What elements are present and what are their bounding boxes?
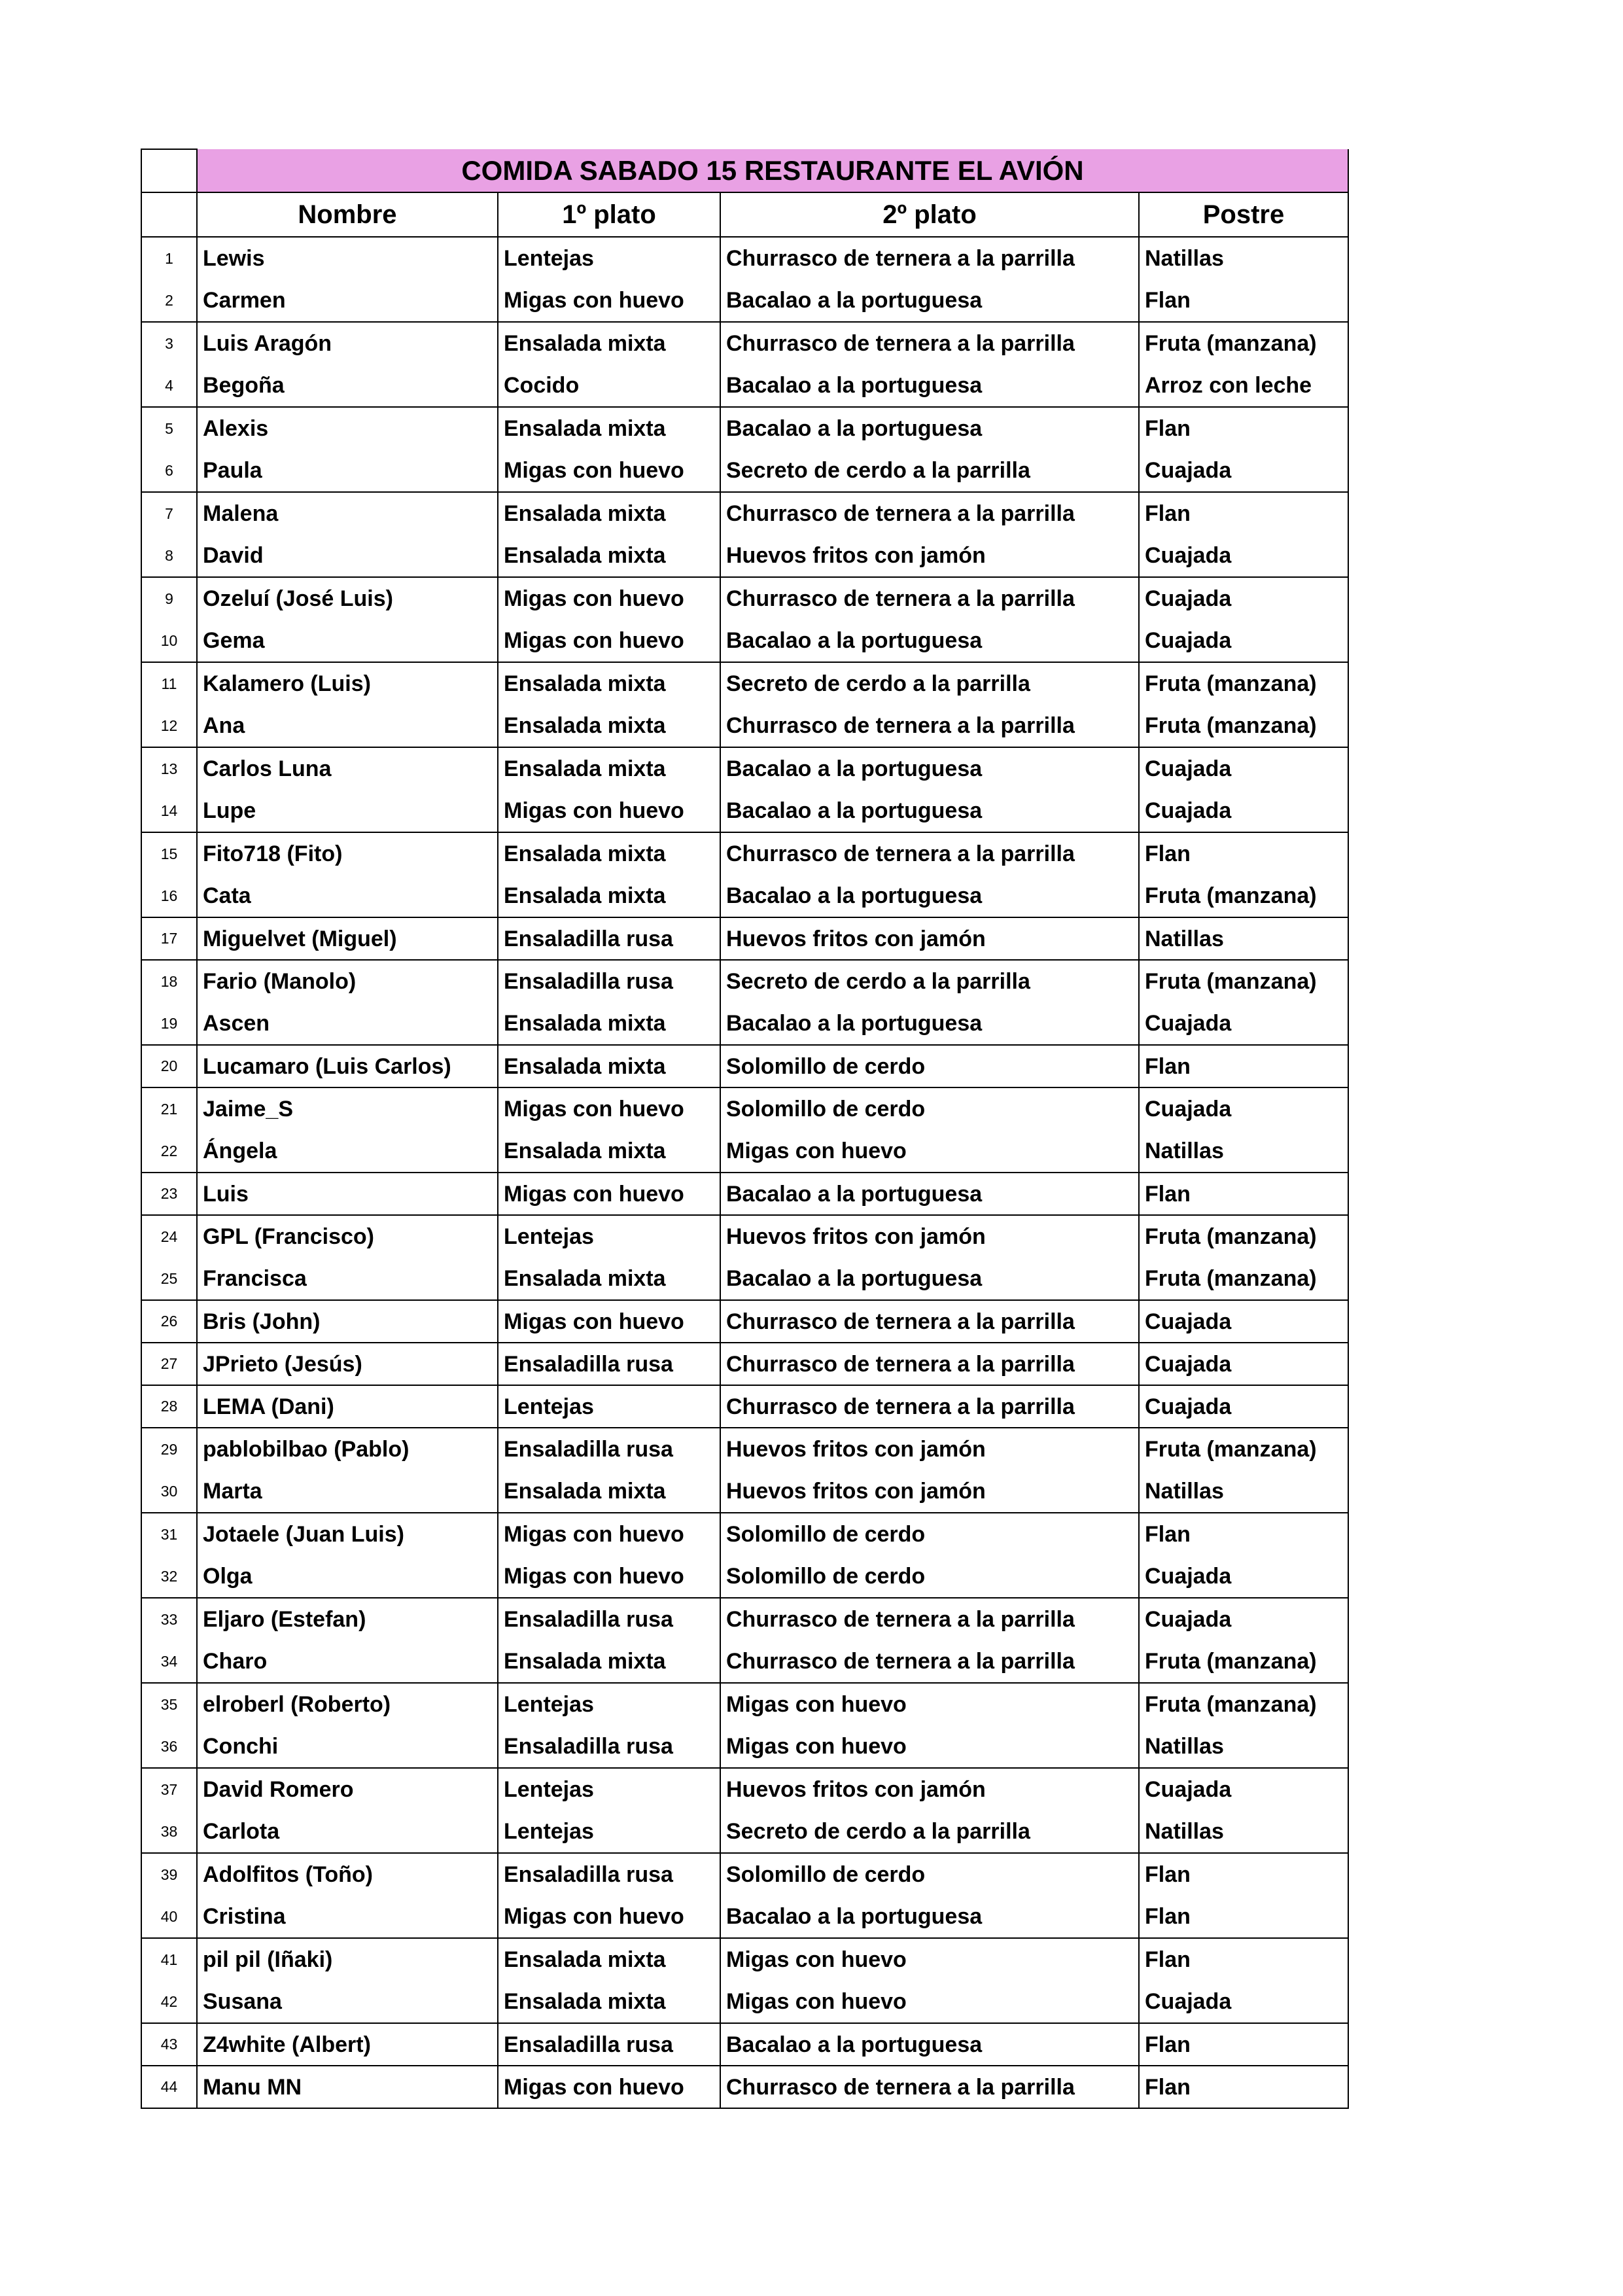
row-number: 26	[141, 1300, 197, 1343]
cell-segundo-plato: Churrasco de ternera a la parrilla	[720, 1598, 1139, 1640]
cell-primer-plato: Ensalada mixta	[498, 832, 720, 875]
cell-segundo-plato: Bacalao a la portuguesa	[720, 364, 1139, 407]
cell-postre: Flan	[1139, 492, 1348, 535]
cell-nombre: Olga	[197, 1555, 498, 1598]
cell-segundo-plato: Huevos fritos con jamón	[720, 1470, 1139, 1513]
cell-postre: Fruta (manzana)	[1139, 705, 1348, 747]
cell-nombre: pil pil (Iñaki)	[197, 1938, 498, 1981]
table-row	[141, 1853, 1348, 1896]
cell-nombre: Fario (Manolo)	[197, 960, 498, 1002]
cell-nombre: Conchi	[197, 1725, 498, 1768]
cell-postre: Natillas	[1139, 237, 1348, 279]
cell-postre: Fruta (manzana)	[1139, 960, 1348, 1002]
row-number: 5	[141, 407, 197, 450]
row-number: 41	[141, 1938, 197, 1981]
row-number: 12	[141, 705, 197, 747]
cell-segundo-plato: Secreto de cerdo a la parrilla	[720, 450, 1139, 492]
table-row	[141, 1598, 1348, 1640]
row-number: 6	[141, 450, 197, 492]
row-number: 9	[141, 577, 197, 620]
cell-primer-plato: Ensaladilla rusa	[498, 1598, 720, 1640]
cell-segundo-plato: Huevos fritos con jamón	[720, 917, 1139, 960]
cell-postre: Natillas	[1139, 1725, 1348, 1768]
cell-segundo-plato: Churrasco de ternera a la parrilla	[720, 1385, 1139, 1428]
cell-postre: Flan	[1139, 279, 1348, 322]
cell-nombre: elroberl (Roberto)	[197, 1683, 498, 1725]
row-number: 13	[141, 747, 197, 790]
cell-nombre: Cata	[197, 875, 498, 917]
cell-postre: Flan	[1139, 1513, 1348, 1555]
table-row	[141, 1470, 1348, 1513]
cell-postre: Cuajada	[1139, 790, 1348, 832]
row-number: 20	[141, 1045, 197, 1087]
cell-primer-plato: Migas con huevo	[498, 450, 720, 492]
row-number: 1	[141, 237, 197, 279]
cell-primer-plato: Lentejas	[498, 1768, 720, 1810]
row-number: 10	[141, 620, 197, 662]
cell-segundo-plato: Bacalao a la portuguesa	[720, 2023, 1139, 2066]
row-number: 42	[141, 1981, 197, 2023]
cell-segundo-plato: Churrasco de ternera a la parrilla	[720, 2066, 1139, 2108]
cell-primer-plato: Cocido	[498, 364, 720, 407]
row-number: 22	[141, 1130, 197, 1173]
row-number: 23	[141, 1173, 197, 1215]
table-row	[141, 1513, 1348, 1555]
cell-nombre: Cristina	[197, 1896, 498, 1938]
cell-segundo-plato: Bacalao a la portuguesa	[720, 875, 1139, 917]
cell-postre: Flan	[1139, 407, 1348, 450]
cell-primer-plato: Migas con huevo	[498, 577, 720, 620]
cell-primer-plato: Migas con huevo	[498, 1513, 720, 1555]
cell-primer-plato: Migas con huevo	[498, 2066, 720, 2108]
table-row	[141, 1045, 1348, 1087]
cell-postre: Flan	[1139, 1173, 1348, 1215]
cell-segundo-plato: Secreto de cerdo a la parrilla	[720, 662, 1139, 705]
table-row	[141, 1938, 1348, 1981]
cell-primer-plato: Ensalada mixta	[498, 1938, 720, 1981]
row-number: 33	[141, 1598, 197, 1640]
table-row	[141, 960, 1348, 1002]
cell-primer-plato: Migas con huevo	[498, 1173, 720, 1215]
cell-segundo-plato: Migas con huevo	[720, 1725, 1139, 1768]
cell-primer-plato: Ensalada mixta	[498, 1045, 720, 1087]
cell-postre: Cuajada	[1139, 1002, 1348, 1045]
cell-postre: Fruta (manzana)	[1139, 1640, 1348, 1683]
cell-primer-plato: Ensalada mixta	[498, 1470, 720, 1513]
cell-primer-plato: Ensalada mixta	[498, 875, 720, 917]
header-segundo-plato: 2º plato	[720, 192, 1139, 237]
cell-primer-plato: Ensaladilla rusa	[498, 1343, 720, 1385]
table-row	[141, 1343, 1348, 1385]
row-number: 27	[141, 1343, 197, 1385]
cell-primer-plato: Ensalada mixta	[498, 747, 720, 790]
cell-nombre: Lupe	[197, 790, 498, 832]
cell-primer-plato: Ensaladilla rusa	[498, 2023, 720, 2066]
cell-postre: Cuajada	[1139, 535, 1348, 577]
header-postre: Postre	[1139, 192, 1348, 237]
cell-segundo-plato: Secreto de cerdo a la parrilla	[720, 1810, 1139, 1853]
cell-postre: Fruta (manzana)	[1139, 875, 1348, 917]
table-row	[141, 1300, 1348, 1343]
cell-segundo-plato: Migas con huevo	[720, 1938, 1139, 1981]
table-row	[141, 1428, 1348, 1470]
cell-segundo-plato: Secreto de cerdo a la parrilla	[720, 960, 1139, 1002]
cell-segundo-plato: Churrasco de ternera a la parrilla	[720, 1343, 1139, 1385]
cell-nombre: Manu MN	[197, 2066, 498, 2108]
cell-primer-plato: Lentejas	[498, 1683, 720, 1725]
row-number: 38	[141, 1810, 197, 1853]
cell-segundo-plato: Churrasco de ternera a la parrilla	[720, 832, 1139, 875]
cell-segundo-plato: Bacalao a la portuguesa	[720, 747, 1139, 790]
cell-postre: Flan	[1139, 832, 1348, 875]
cell-nombre: Charo	[197, 1640, 498, 1683]
cell-segundo-plato: Bacalao a la portuguesa	[720, 279, 1139, 322]
cell-segundo-plato: Churrasco de ternera a la parrilla	[720, 322, 1139, 364]
row-number: 44	[141, 2066, 197, 2108]
cell-segundo-plato: Bacalao a la portuguesa	[720, 1002, 1139, 1045]
cell-postre: Flan	[1139, 1896, 1348, 1938]
cell-nombre: Gema	[197, 620, 498, 662]
row-number: 2	[141, 279, 197, 322]
cell-segundo-plato: Huevos fritos con jamón	[720, 1215, 1139, 1258]
cell-nombre: Carlos Luna	[197, 747, 498, 790]
cell-nombre: Ascen	[197, 1002, 498, 1045]
cell-postre: Cuajada	[1139, 1981, 1348, 2023]
table-row	[141, 1215, 1348, 1258]
cell-primer-plato: Ensalada mixta	[498, 662, 720, 705]
table-row	[141, 279, 1348, 322]
table-row	[141, 1981, 1348, 2023]
cell-nombre: Lucamaro (Luis Carlos)	[197, 1045, 498, 1087]
cell-primer-plato: Ensalada mixta	[498, 492, 720, 535]
cell-postre: Cuajada	[1139, 450, 1348, 492]
cell-segundo-plato: Churrasco de ternera a la parrilla	[720, 237, 1139, 279]
cell-segundo-plato: Churrasco de ternera a la parrilla	[720, 1640, 1139, 1683]
cell-nombre: Miguelvet (Miguel)	[197, 917, 498, 960]
cell-segundo-plato: Churrasco de ternera a la parrilla	[720, 577, 1139, 620]
cell-nombre: Lewis	[197, 237, 498, 279]
cell-postre: Cuajada	[1139, 1300, 1348, 1343]
table-row	[141, 917, 1348, 960]
row-number: 32	[141, 1555, 197, 1598]
cell-nombre: David Romero	[197, 1768, 498, 1810]
row-number: 43	[141, 2023, 197, 2066]
cell-segundo-plato: Churrasco de ternera a la parrilla	[720, 1300, 1139, 1343]
cell-primer-plato: Ensalada mixta	[498, 322, 720, 364]
row-number: 34	[141, 1640, 197, 1683]
row-number: 35	[141, 1683, 197, 1725]
cell-primer-plato: Ensaladilla rusa	[498, 1428, 720, 1470]
cell-segundo-plato: Migas con huevo	[720, 1130, 1139, 1173]
cell-primer-plato: Ensalada mixta	[498, 1130, 720, 1173]
row-number: 30	[141, 1470, 197, 1513]
row-number: 28	[141, 1385, 197, 1428]
table-row	[141, 1896, 1348, 1938]
cell-primer-plato: Migas con huevo	[498, 1896, 720, 1938]
table-row	[141, 1258, 1348, 1300]
cell-postre: Cuajada	[1139, 1555, 1348, 1598]
table-row	[141, 790, 1348, 832]
table-row	[141, 747, 1348, 790]
cell-segundo-plato: Bacalao a la portuguesa	[720, 790, 1139, 832]
menu-sheet	[141, 149, 1349, 2109]
cell-postre: Flan	[1139, 1853, 1348, 1896]
table-row	[141, 407, 1348, 450]
row-number: 4	[141, 364, 197, 407]
table-row	[141, 705, 1348, 747]
cell-nombre: Bris (John)	[197, 1300, 498, 1343]
cell-nombre: Malena	[197, 492, 498, 535]
cell-postre: Natillas	[1139, 1810, 1348, 1853]
table-row	[141, 1385, 1348, 1428]
cell-postre: Fruta (manzana)	[1139, 1428, 1348, 1470]
cell-postre: Natillas	[1139, 1470, 1348, 1513]
cell-primer-plato: Migas con huevo	[498, 279, 720, 322]
cell-nombre: Susana	[197, 1981, 498, 2023]
cell-nombre: David	[197, 535, 498, 577]
cell-primer-plato: Migas con huevo	[498, 1555, 720, 1598]
cell-nombre: Adolfitos (Toño)	[197, 1853, 498, 1896]
row-number: 39	[141, 1853, 197, 1896]
menu-table-body	[141, 149, 1348, 2108]
cell-nombre: LEMA (Dani)	[197, 1385, 498, 1428]
cell-postre: Fruta (manzana)	[1139, 1215, 1348, 1258]
cell-segundo-plato: Solomillo de cerdo	[720, 1513, 1139, 1555]
table-row	[141, 535, 1348, 577]
cell-nombre: Z4white (Albert)	[197, 2023, 498, 2066]
cell-nombre: Ángela	[197, 1130, 498, 1173]
table-row	[141, 1768, 1348, 1810]
cell-segundo-plato: Solomillo de cerdo	[720, 1045, 1139, 1087]
cell-postre: Cuajada	[1139, 1768, 1348, 1810]
cell-nombre: Begoña	[197, 364, 498, 407]
cell-primer-plato: Migas con huevo	[498, 1087, 720, 1130]
cell-segundo-plato: Migas con huevo	[720, 1683, 1139, 1725]
cell-postre: Cuajada	[1139, 1343, 1348, 1385]
cell-segundo-plato: Churrasco de ternera a la parrilla	[720, 705, 1139, 747]
table-row	[141, 1002, 1348, 1045]
cell-segundo-plato: Huevos fritos con jamón	[720, 535, 1139, 577]
row-number: 29	[141, 1428, 197, 1470]
cell-nombre: Alexis	[197, 407, 498, 450]
cell-primer-plato: Ensaladilla rusa	[498, 1853, 720, 1896]
cell-primer-plato: Migas con huevo	[498, 620, 720, 662]
row-number-blank	[141, 192, 197, 237]
table-row	[141, 2066, 1348, 2108]
cell-nombre: Marta	[197, 1470, 498, 1513]
row-number: 15	[141, 832, 197, 875]
cell-primer-plato: Lentejas	[498, 237, 720, 279]
cell-postre: Cuajada	[1139, 747, 1348, 790]
cell-postre: Cuajada	[1139, 577, 1348, 620]
table-row	[141, 1810, 1348, 1853]
cell-primer-plato: Lentejas	[498, 1810, 720, 1853]
table-row	[141, 1725, 1348, 1768]
cell-segundo-plato: Bacalao a la portuguesa	[720, 620, 1139, 662]
row-number: 25	[141, 1258, 197, 1300]
table-row	[141, 662, 1348, 705]
cell-segundo-plato: Migas con huevo	[720, 1981, 1139, 2023]
table-row	[141, 577, 1348, 620]
cell-postre: Cuajada	[1139, 1087, 1348, 1130]
cell-nombre: Carlota	[197, 1810, 498, 1853]
cell-primer-plato: Ensalada mixta	[498, 535, 720, 577]
row-number: 19	[141, 1002, 197, 1045]
row-number: 36	[141, 1725, 197, 1768]
cell-nombre: Eljaro (Estefan)	[197, 1598, 498, 1640]
table-row	[141, 1683, 1348, 1725]
cell-postre: Flan	[1139, 2023, 1348, 2066]
cell-segundo-plato: Solomillo de cerdo	[720, 1555, 1139, 1598]
row-number: 8	[141, 535, 197, 577]
cell-nombre: Jotaele (Juan Luis)	[197, 1513, 498, 1555]
cell-primer-plato: Ensalada mixta	[498, 1258, 720, 1300]
row-number: 16	[141, 875, 197, 917]
row-number: 40	[141, 1896, 197, 1938]
cell-postre: Flan	[1139, 2066, 1348, 2108]
table-row	[141, 364, 1348, 407]
cell-nombre: GPL (Francisco)	[197, 1215, 498, 1258]
cell-postre: Fruta (manzana)	[1139, 662, 1348, 705]
table-row	[141, 1640, 1348, 1683]
cell-segundo-plato: Bacalao a la portuguesa	[720, 1173, 1139, 1215]
cell-primer-plato: Ensalada mixta	[498, 1002, 720, 1045]
cell-postre: Cuajada	[1139, 1385, 1348, 1428]
cell-primer-plato: Ensalada mixta	[498, 705, 720, 747]
cell-segundo-plato: Solomillo de cerdo	[720, 1087, 1139, 1130]
table-row	[141, 237, 1348, 279]
cell-segundo-plato: Huevos fritos con jamón	[720, 1768, 1139, 1810]
cell-primer-plato: Ensalada mixta	[498, 1981, 720, 2023]
cell-nombre: Luis Aragón	[197, 322, 498, 364]
table-row	[141, 492, 1348, 535]
cell-postre: Fruta (manzana)	[1139, 1258, 1348, 1300]
cell-segundo-plato: Solomillo de cerdo	[720, 1853, 1139, 1896]
cell-segundo-plato: Bacalao a la portuguesa	[720, 1896, 1139, 1938]
table-row	[141, 2023, 1348, 2066]
cell-segundo-plato: Bacalao a la portuguesa	[720, 1258, 1139, 1300]
cell-nombre: Jaime_S	[197, 1087, 498, 1130]
table-row	[141, 1173, 1348, 1215]
cell-primer-plato: Ensalada mixta	[498, 1640, 720, 1683]
cell-segundo-plato: Churrasco de ternera a la parrilla	[720, 492, 1139, 535]
cell-primer-plato: Ensaladilla rusa	[498, 917, 720, 960]
cell-postre: Flan	[1139, 1938, 1348, 1981]
cell-primer-plato: Lentejas	[498, 1215, 720, 1258]
header-primer-plato: 1º plato	[498, 192, 720, 237]
cell-segundo-plato: Bacalao a la portuguesa	[720, 407, 1139, 450]
cell-nombre: Fito718 (Fito)	[197, 832, 498, 875]
row-number: 31	[141, 1513, 197, 1555]
table-row	[141, 875, 1348, 917]
cell-postre: Natillas	[1139, 917, 1348, 960]
cell-nombre: Paula	[197, 450, 498, 492]
menu-table	[141, 149, 1349, 2109]
row-number: 17	[141, 917, 197, 960]
row-number: 37	[141, 1768, 197, 1810]
row-number: 18	[141, 960, 197, 1002]
table-row	[141, 620, 1348, 662]
row-number: 24	[141, 1215, 197, 1258]
cell-nombre: Luis	[197, 1173, 498, 1215]
cell-nombre: Ana	[197, 705, 498, 747]
cell-primer-plato: Migas con huevo	[498, 1300, 720, 1343]
cell-primer-plato: Lentejas	[498, 1385, 720, 1428]
cell-postre: Fruta (manzana)	[1139, 1683, 1348, 1725]
cell-segundo-plato: Huevos fritos con jamón	[720, 1428, 1139, 1470]
table-row	[141, 1130, 1348, 1173]
cell-primer-plato: Ensaladilla rusa	[498, 1725, 720, 1768]
table-row	[141, 1087, 1348, 1130]
cell-postre: Flan	[1139, 1045, 1348, 1087]
cell-nombre: Francisca	[197, 1258, 498, 1300]
sheet-title: COMIDA SABADO 15 RESTAURANTE EL AVIÓN	[197, 149, 1348, 192]
cell-nombre: Ozeluí (José Luis)	[197, 577, 498, 620]
table-row	[141, 322, 1348, 364]
table-row	[141, 1555, 1348, 1598]
cell-nombre: Carmen	[197, 279, 498, 322]
row-number: 11	[141, 662, 197, 705]
row-number-blank	[141, 149, 197, 192]
table-row	[141, 832, 1348, 875]
header-nombre: Nombre	[197, 192, 498, 237]
cell-postre: Fruta (manzana)	[1139, 322, 1348, 364]
title-row	[141, 149, 1348, 192]
cell-postre: Natillas	[1139, 1130, 1348, 1173]
cell-postre: Cuajada	[1139, 620, 1348, 662]
cell-primer-plato: Ensaladilla rusa	[498, 960, 720, 1002]
row-number: 14	[141, 790, 197, 832]
cell-nombre: JPrieto (Jesús)	[197, 1343, 498, 1385]
cell-primer-plato: Ensalada mixta	[498, 407, 720, 450]
row-number: 3	[141, 322, 197, 364]
header-row	[141, 192, 1348, 237]
row-number: 21	[141, 1087, 197, 1130]
cell-postre: Cuajada	[1139, 1598, 1348, 1640]
cell-primer-plato: Migas con huevo	[498, 790, 720, 832]
table-row	[141, 450, 1348, 492]
cell-nombre: pablobilbao (Pablo)	[197, 1428, 498, 1470]
cell-nombre: Kalamero (Luis)	[197, 662, 498, 705]
cell-postre: Arroz con leche	[1139, 364, 1348, 407]
row-number: 7	[141, 492, 197, 535]
